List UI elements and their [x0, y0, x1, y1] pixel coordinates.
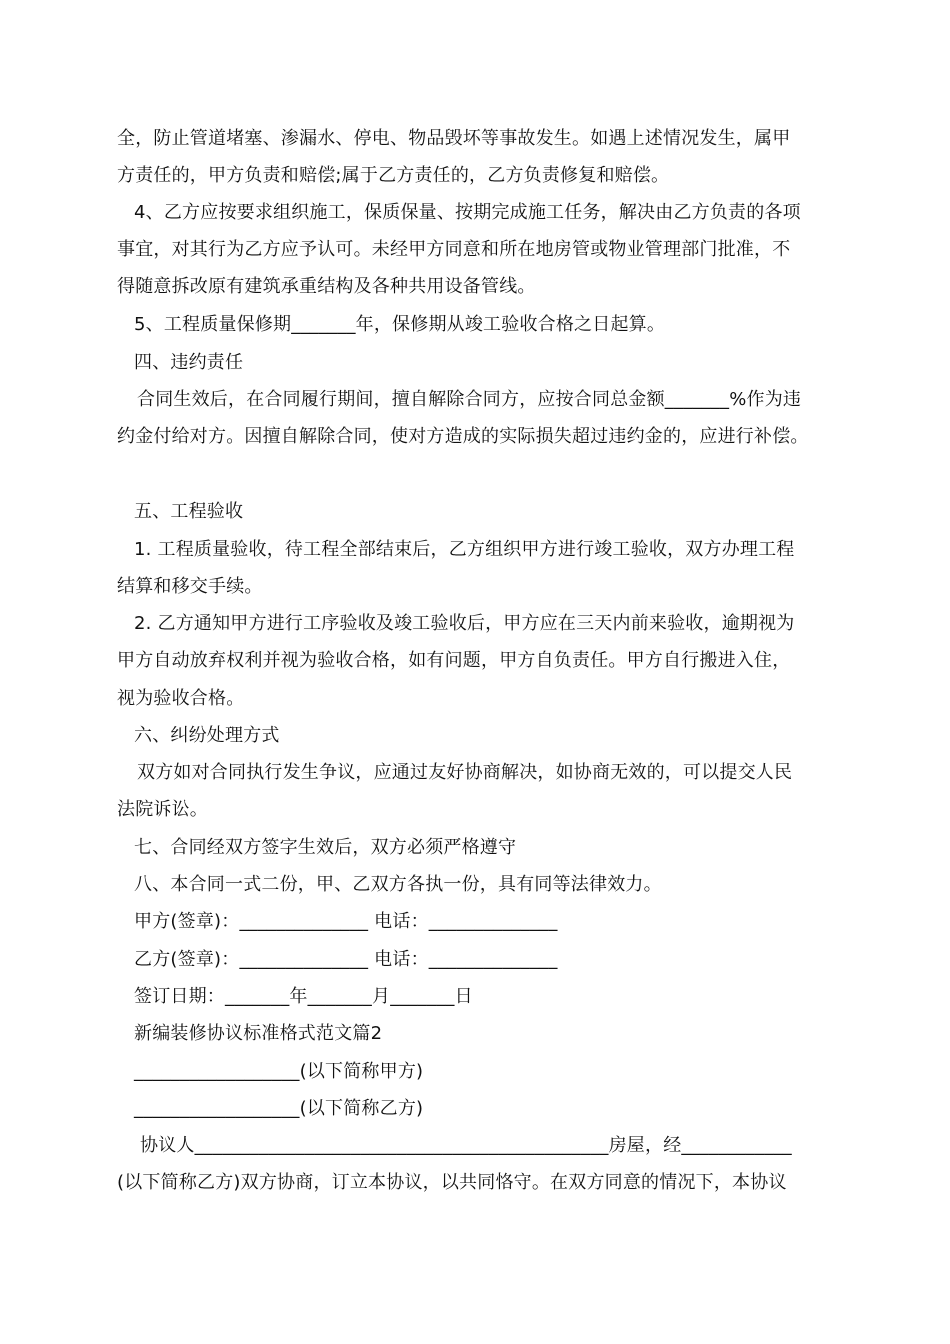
paragraph-line: 法院诉讼。: [117, 799, 208, 820]
paragraph-line: 甲方自动放弃权利并视为验收合格，如有问题，甲方自负责任。甲方自行搬进入住，: [117, 650, 791, 671]
paragraph-line: 结算和移交手续。: [117, 576, 263, 597]
paragraph-line: 4、乙方应按要求组织施工，保质保量、按期完成施工任务，解决由乙方负责的各项: [134, 202, 801, 223]
paragraph-line: 方责任的，甲方负责和赔偿;属于乙方责任的，乙方负责修复和赔偿。: [117, 165, 670, 186]
signature-line-party-b: 乙方(签章)：______________ 电话：______________: [134, 949, 558, 970]
paragraph-line: 双方如对合同执行发生争议，应通过友好协商解决，如协商无效的，可以提交人民: [137, 762, 793, 783]
section-heading: 六、纠纷处理方式: [134, 725, 280, 746]
section-heading: 八、本合同一式二份，甲、乙双方各执一份，具有同等法律效力。: [134, 874, 662, 895]
section-heading: 五、工程验收: [134, 501, 244, 522]
paragraph-line: 1. 工程质量验收，待工程全部结束后，乙方组织甲方进行竣工验收，双方办理工程: [134, 539, 795, 560]
paragraph-line: 合同生效后，在合同履行期间，擅自解除合同方，应按合同总金额_______%作为违: [137, 389, 802, 410]
paragraph-line: 2. 乙方通知甲方进行工序验收及竣工验收后，甲方应在三天内前来验收，逾期视为: [134, 613, 795, 634]
paragraph-line: 协议人_____________________________________________房屋，经____________: [140, 1135, 792, 1156]
paragraph-line: 得随意拆改原有建筑承重结构及各种共用设备管线。: [117, 276, 536, 297]
paragraph-line: (以下简称乙方)双方协商，订立本协议，以共同恪守。在双方同意的情况下，本协议: [117, 1172, 787, 1193]
signature-line-party-a: 甲方(签章)：______________ 电话：______________: [134, 911, 558, 932]
paragraph-line: 5、工程质量保修期_______年，保修期从竣工验收合格之日起算。: [134, 314, 666, 335]
section-heading: 七、合同经双方签字生效后，双方必须严格遵守: [134, 837, 517, 858]
paragraph-line: 视为验收合格。: [117, 688, 245, 709]
paragraph-line: 约金付给对方。因擅自解除合同，使对方造成的实际损失超过违约金的，应进行补偿。: [117, 426, 809, 447]
party-a-line: __________________(以下简称甲方): [134, 1061, 424, 1082]
party-b-line: __________________(以下简称乙方): [134, 1098, 424, 1119]
section-heading: 四、违约责任: [134, 352, 244, 373]
signing-date-line: 签订日期：_______年_______月_______日: [134, 986, 473, 1007]
paragraph-line: 全，防止管道堵塞、渗漏水、停电、物品毁坏等事故发生。如遇上述情况发生，属甲: [117, 128, 791, 149]
document-subtitle: 新编装修协议标准格式范文篇2: [134, 1023, 383, 1044]
paragraph-line: 事宜，对其行为乙方应予认可。未经甲方同意和所在地房管或物业管理部门批准，不: [117, 239, 791, 260]
